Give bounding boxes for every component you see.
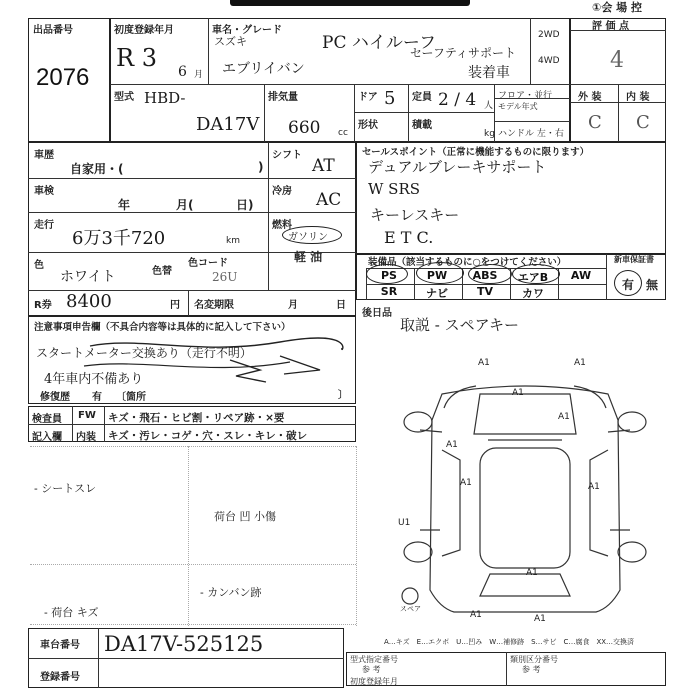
fw-text: キズ・飛石・ヒビ割・リペア跡・×要 [108, 412, 285, 424]
inspector-label2: 記入欄 [32, 432, 62, 443]
details-h1 [28, 178, 356, 179]
drive-4wd: 4WD [538, 56, 560, 66]
grade-line3: 装着車 [468, 65, 510, 81]
vehicle-divider-h [110, 84, 570, 85]
damage-mark-11: U1 [398, 518, 411, 528]
remark-2: - 荷台 キズ [44, 606, 99, 619]
color-code-label: 色コード [188, 258, 228, 269]
damage-mark-9: A1 [470, 610, 482, 620]
mileage-unit: km [226, 236, 240, 246]
color-value: ホワイト [60, 269, 116, 285]
designation-v [506, 652, 507, 686]
damage-mark-7: A1 [588, 482, 600, 492]
shape-label: 形状 [358, 120, 378, 131]
fw-label: FW [78, 410, 96, 421]
header-banner [230, 0, 470, 6]
chassis-label: 車台番号 [40, 640, 80, 651]
reg-label: 登録番号 [40, 672, 80, 683]
repair-value: 有 [92, 392, 102, 403]
first-reg-month-unit: 月 [194, 70, 204, 80]
accessories-label: 後日品 [362, 308, 392, 319]
aircon-value: AC [316, 190, 342, 210]
equip-navi: ナビ [426, 287, 448, 300]
damage-mark-10: A1 [534, 614, 546, 624]
remark-4: - カンバン跡 [200, 586, 262, 599]
chassis-v [98, 628, 99, 688]
remarks-line3 [30, 624, 356, 625]
type-label: 型式 [114, 92, 134, 103]
color-no-label: 色替 [152, 266, 172, 277]
fuel-value2: 軽 油 [294, 250, 323, 264]
load-label: 積載 [412, 120, 432, 131]
ref-2: 参 考 [522, 665, 541, 674]
interior-label: 内 装 [626, 92, 650, 103]
color-code-value: 26U [212, 270, 238, 284]
remarks-dotted-2 [356, 446, 357, 626]
damage-mark-4: A1 [558, 412, 570, 422]
history-label: 車歴 [34, 150, 54, 161]
sales-point-2: W SRS [368, 180, 421, 198]
vehicle-divider-v2 [264, 84, 265, 142]
doors-value: 5 [384, 88, 396, 109]
color-label: 色 [34, 260, 44, 271]
notes-line1: スタートメーター交換あり（走行不明） [36, 346, 252, 360]
inspector-label1: 検査員 [32, 414, 62, 425]
notes-line2: 4年車内不備あり [44, 372, 144, 387]
vehicle-divider-h4 [494, 121, 570, 122]
aircon-label: 冷房 [272, 186, 292, 197]
damage-mark-2: A1 [574, 358, 586, 368]
displacement-label: 排気量 [268, 92, 298, 103]
details-v1 [268, 142, 269, 290]
capacity-value: 2 / 4 [438, 90, 477, 110]
vehicle-divider-v6 [530, 18, 531, 84]
recycle-unit: 円 [170, 300, 180, 311]
transfer-day: 日 [336, 300, 346, 311]
transfer-month: 月 [288, 300, 298, 311]
spare-label: スペア [400, 605, 421, 613]
grade-line2: セーフティサポート [410, 46, 516, 60]
history-value: 自家用・( [70, 162, 124, 176]
capacity-unit: 人 [484, 101, 494, 111]
grade-line1: PC ハイルーフ [322, 33, 436, 53]
rating-divider-v [618, 84, 619, 142]
equip-airbag: エアB [517, 271, 549, 284]
type-code: DA17V [196, 114, 260, 135]
sales-point-1: デュアルブレーキサポート [368, 158, 547, 176]
vehicle-divider-v1 [208, 18, 209, 84]
details-v2 [188, 290, 189, 316]
remarks-dotted-1 [188, 446, 189, 626]
shift-label: シフト [272, 150, 302, 161]
displacement-value: 660 [288, 118, 321, 138]
category-label: 類別区分番号 [510, 655, 558, 664]
displacement-unit: cc [338, 128, 348, 138]
repair-close: 〕 [338, 390, 348, 401]
warranty-circle [614, 270, 642, 296]
car-diagram [380, 360, 670, 630]
warranty-no: 無 [646, 278, 659, 292]
exterior-label: 外 装 [578, 92, 602, 103]
lot-number: 2076 [36, 64, 90, 91]
lot-number-label: 出品番号 [33, 25, 73, 36]
chassis-h [28, 658, 344, 659]
transfer-label: 名変期限 [194, 300, 234, 311]
vehicle-divider-v3 [354, 84, 355, 142]
load-unit: kg [484, 129, 495, 139]
equip-leather: カワ [522, 287, 544, 300]
chassis-value: DA17V-525125 [104, 632, 264, 656]
type-prefix: HBD- [144, 89, 186, 107]
inspector-v2 [104, 406, 105, 442]
damage-mark-8: A1 [526, 568, 538, 578]
equip-aw: AW [570, 269, 592, 282]
equipment-v5 [606, 254, 607, 300]
equip-abs-circle [468, 264, 512, 284]
inspection-label: 車検 [34, 186, 54, 197]
remark-3: 荷台 凹 小傷 [214, 510, 276, 523]
first-reg-label: 初度登録年月 [114, 25, 174, 36]
repair-label: 修復歴 [40, 392, 70, 403]
damage-mark-1: A1 [478, 358, 490, 368]
equip-ps: PS [381, 269, 397, 282]
exterior-value: C [588, 112, 602, 133]
remark-1: - シートスレ [34, 482, 97, 495]
fuel-value1: ガソリン [288, 232, 328, 243]
rating-label: 評 価 点 [592, 21, 629, 32]
model-value: エブリイバン [222, 61, 305, 77]
int-label: 内装 [76, 432, 96, 443]
drive-2wd: 2WD [538, 30, 560, 40]
equip-tv: TV [476, 285, 494, 298]
fuel-circle [282, 226, 342, 244]
ref-1: 参 考 [362, 665, 381, 674]
equip-abs: ABS [472, 269, 498, 282]
inspection-year: 年 [118, 198, 131, 212]
handle-label: ハンドル 左・右 [498, 129, 564, 139]
mileage-label: 走行 [34, 220, 54, 231]
accessories-value: 取説 - スペアキー [400, 316, 520, 334]
first-reg-label-2: 初度登録年月 [350, 677, 398, 686]
recycle-label: R券 [34, 300, 52, 311]
four-wheel-label: フロア・並行 [498, 91, 553, 101]
rating-score: 4 [610, 48, 624, 73]
equipment-label: 装備品（該当するものに○をつけてください） [368, 257, 567, 268]
inspection-month: 月( [176, 198, 194, 212]
sales-points-label: セールスポイント（正常に機能するものに限ります） [362, 147, 590, 158]
remarks-line2 [30, 564, 356, 565]
make-value: スズキ [214, 35, 247, 48]
remarks-line1 [30, 446, 356, 447]
equip-pw: PW [426, 269, 448, 282]
header-top-right: ①会 場 控 [592, 1, 642, 14]
warranty-label: 新車保証書 [614, 255, 654, 264]
equip-sr: SR [380, 285, 398, 298]
vehicle-divider-v4 [408, 84, 409, 142]
equip-airbag-circle [512, 264, 560, 284]
first-reg-year: R 3 [116, 44, 157, 72]
equip-pw-circle [416, 262, 464, 284]
type-designation-label: 型式指定番号 [350, 655, 398, 664]
first-reg-month: 6 [178, 64, 187, 80]
sales-point-3: キーレスキー [370, 206, 460, 224]
capacity-label: 定員 [412, 92, 432, 103]
fuel-label: 燃料 [272, 220, 292, 231]
equip-ps-circle [366, 264, 408, 284]
damage-mark-3: A1 [512, 388, 524, 398]
doors-label: ドア [358, 92, 378, 103]
int-text: キズ・汚レ・コゲ・穴・スレ・キレ・破レ [108, 430, 308, 442]
recycle-value: 8400 [66, 291, 112, 312]
diagram-legend: A…キズ E…エクボ U…凹み W…補修跡 S…サビ C…腐食 XX…交換済 [384, 638, 635, 646]
history-close: ) [258, 160, 264, 174]
notes-scribble [80, 336, 350, 392]
vehicle-divider-h3 [494, 98, 570, 99]
inspector-v1 [72, 406, 73, 442]
model-year-label: モデル年式 [498, 102, 538, 111]
shift-value: AT [312, 156, 335, 176]
repair-place: 〔箇所 [116, 392, 146, 403]
interior-value: C [636, 112, 650, 133]
equipment-v1 [414, 268, 415, 300]
damage-mark-6: A1 [460, 478, 472, 488]
warranty-yes: 有 [622, 278, 635, 292]
inspection-day: 日) [236, 198, 254, 212]
vehicle-divider-h2 [354, 112, 494, 113]
notes-label: 注意事項申告欄（不具合内容等は具体的に記入して下さい） [34, 322, 291, 333]
damage-mark-5: A1 [446, 440, 458, 450]
make-grade-label: 車名・グレード [212, 25, 282, 36]
mileage-value: 6万3千720 [72, 228, 166, 249]
sales-point-4: E T C. [384, 228, 434, 247]
